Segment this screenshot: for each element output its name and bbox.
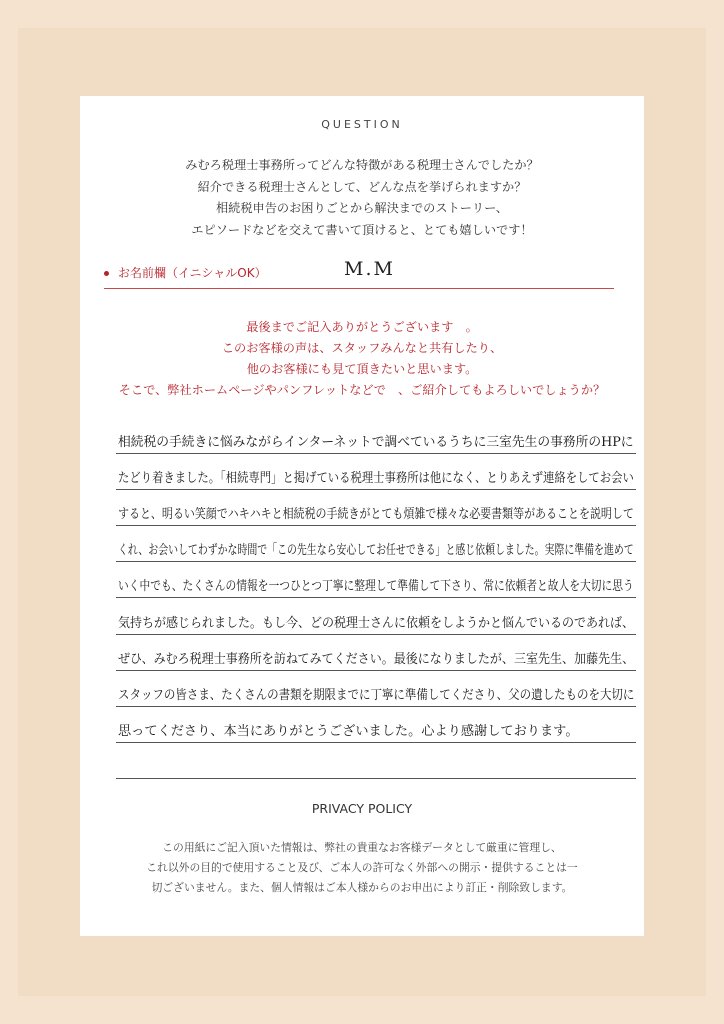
privacy-line: 切ございません。また、個人情報はご本人様からのお申出により訂正・削除致します。 [151,881,573,894]
question-line: みむろ税理士事務所ってどんな特徴がある税理士さんでしたか？ [185,158,539,172]
privacy-line: この用紙にご記入頂いた情報は、弊社の貴重なお客様データとして厳重に管理し、 [162,841,562,854]
privacy-text [0,838,724,898]
thanks-line: そこで、弊社ホームページやパンフレットなどで 、ご紹介してもよろしいでしょうか？ [118,383,606,397]
thanks-line: 他のお客様にも見て頂きたいと思います。 [246,362,478,376]
response-text: ぜひ、みむろ税理士事務所を訪ねてみてください。最後になりましたが、三室先生、加藤先生、 [118,651,635,667]
response-line [116,635,636,671]
response-line [116,743,636,779]
response-line [116,562,636,598]
response-line [116,490,636,526]
privacy-heading: PRIVACY POLICY [311,801,413,816]
privacy-line: これ以外の目的で使用すること及び、ご本人の許可なく外部への開示・提供することは一 [146,861,578,874]
question-line: エピソードなどを交えて書いて頂けると、とても嬉しいです！ [191,222,533,237]
thanks-text [0,317,724,401]
name-label: お名前欄（イニシャルOK） [118,266,267,280]
bullet-icon [104,271,109,276]
response-text: 思ってくださり、本当にありがとうございました。心より感謝しております。 [118,723,579,739]
question-line: 紹介できる税理士さんとして、どんな点を挙げられますか？ [197,179,527,194]
response-line [116,598,636,634]
response-line [116,454,636,490]
response-line [116,526,636,562]
response-text: たどり着きました。「相続専門」と掲げている税理士事務所は他になく、とりあえず連絡をしてお会い [118,471,634,487]
response-text: 相続税の手続きに悩みながらインターネットで調べているうちに三室先生の事務所のHPに [118,435,634,451]
question-line: 相続税申告のお困りごとから解決までのストーリー、 [215,201,508,215]
response-line [116,671,636,707]
response-text: いく中でも、たくさんの情報を一つひとつ丁寧に整理して準備して下さり、常に依頼者と故人を大切に思う [118,579,634,595]
handwritten-response [116,418,636,779]
response-text: スタッフの皆さま、たくさんの書類を期限までに丁寧に準備してくださり、父の遺したものを大切に [118,687,635,703]
response-text: 気持ちが感じられました。もし今、どの税理士さんに依頼をしようかと悩んでいるのであれば、 [118,615,635,631]
thanks-line: このお客様の声は、スタッフみんなと共有したり、 [221,341,503,355]
response-line [116,707,636,743]
response-text: すると、明るい笑顔でハキハキと相続税の手続きがとても煩雑で様々な必要書類等があることを説明して [118,507,634,523]
name-underline [104,288,614,289]
response-text: くれ、お会いしてわずかな時間で「この先生なら安心してお任せできる」と感じ依頼しました。実際に準備を進めて [118,543,634,559]
question-text [0,155,724,241]
response-line [116,418,636,454]
name-value: M.M [344,258,395,280]
thanks-line: 最後までご記入ありがとうございます 。 [246,320,478,334]
name-field [104,258,614,288]
question-heading: QUESTION [321,118,403,131]
